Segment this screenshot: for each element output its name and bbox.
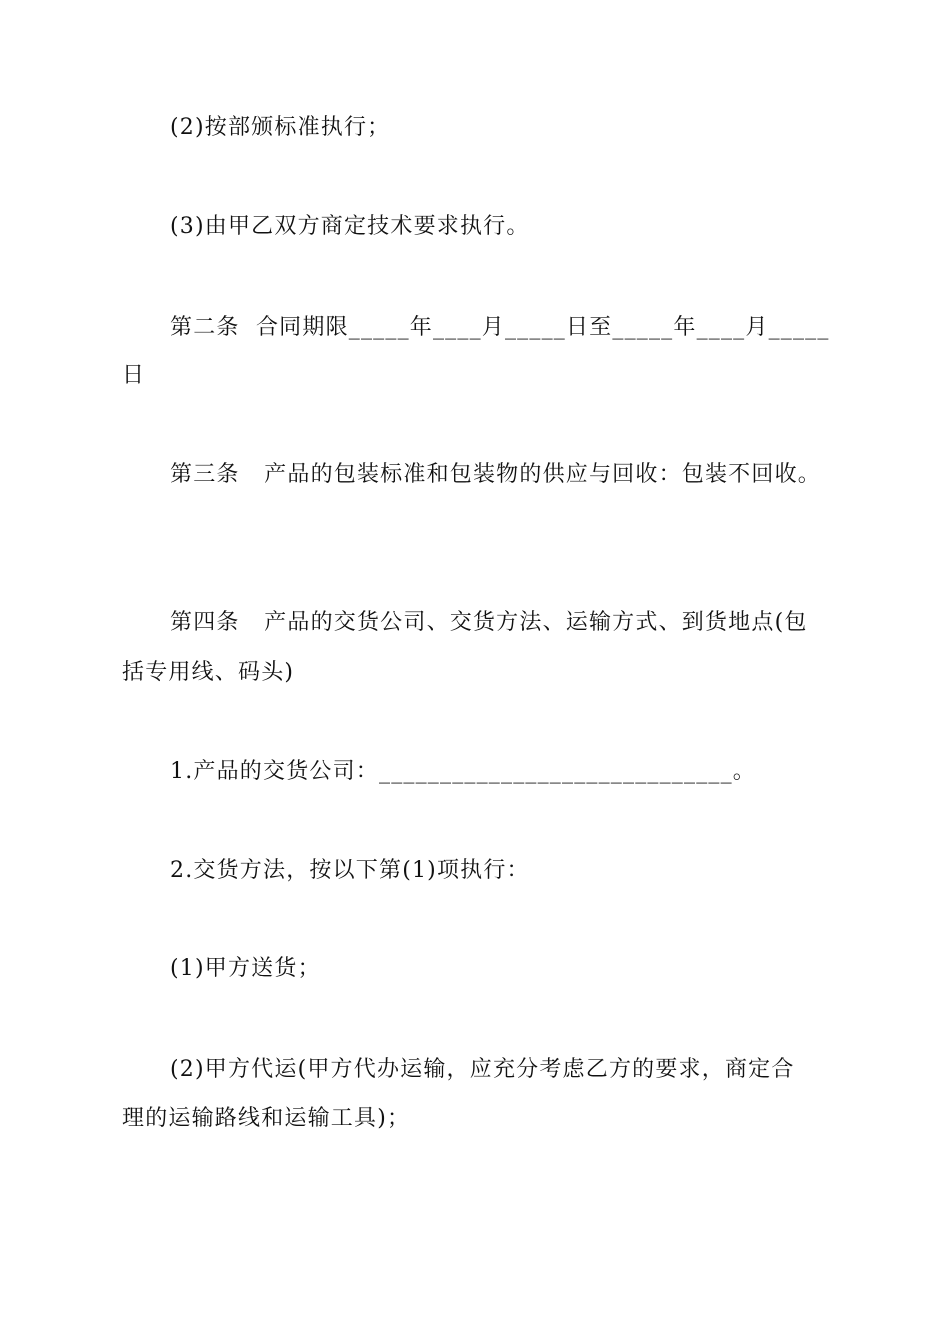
clause-line-standard-negotiated: (3)由甲乙双方商定技术要求执行。 xyxy=(170,214,530,239)
option-2-party-a-ships-cont: 理的运输路线和运输工具)； xyxy=(122,1106,411,1131)
item-2-delivery-method: 2.交货方法，按以下第(1)项执行： xyxy=(170,858,530,883)
article-3-packaging: 第三条 产品的包装标准和包装物的供应与回收：包装不回收。 xyxy=(170,462,821,487)
option-2-party-a-ships: (2)甲方代运(甲方代办运输，应充分考虑乙方的要求，商定合 xyxy=(170,1057,795,1082)
article-4-delivery-cont: 括专用线、码头) xyxy=(122,660,295,685)
option-1-party-a-delivers: (1)甲方送货； xyxy=(170,956,321,981)
item-1-delivery-company: 1.产品的交货公司：_____________________________。 xyxy=(170,759,756,784)
article-4-delivery: 第四条 产品的交货公司、交货方法、运输方式、到货地点(包 xyxy=(170,610,808,635)
article-2-contract-term-cont: 日 xyxy=(122,363,146,388)
article-2-contract-term: 第二条 合同期限_____年____月_____日至_____年____月_____ xyxy=(170,315,830,340)
clause-line-standard-ministry: (2)按部颁标准执行； xyxy=(170,115,391,140)
